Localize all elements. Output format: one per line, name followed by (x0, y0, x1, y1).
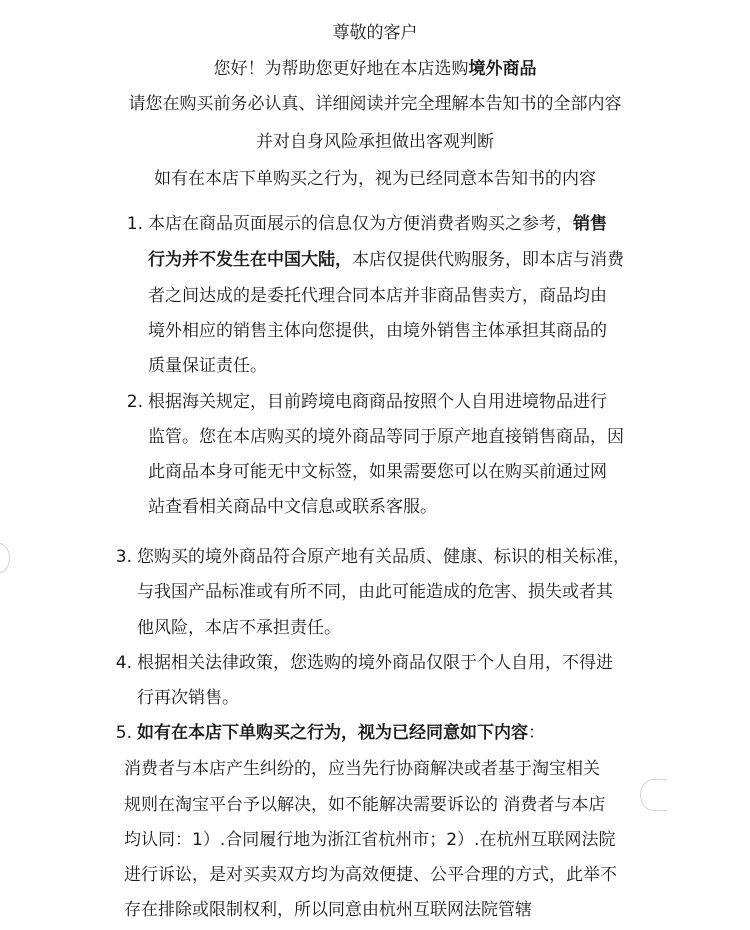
item-number: 3. (115, 547, 132, 567)
item-number: 4. (115, 653, 132, 673)
item-1-text: 本店在商品页面展示的信息仅为方便消费者购买之参考， (148, 214, 573, 234)
item-1-line: 者之间达成的是委托代理合同本店并非商品售卖方，商品均由 (148, 286, 607, 306)
item-1-text: 本店仅提供代购服务，即本店与消费 (352, 250, 624, 270)
item-3-line: 他风险，本店不承担责任。 (137, 618, 341, 638)
intro-line: 如有在本店下单购买之行为，视为已经同意本告知书的内容 (154, 169, 596, 189)
greeting-text: 您好！为帮助您更好地在本店选购 (213, 59, 469, 79)
item-5-body-line: 均认同：1）.合同履行地为浙江省杭州市；2）.在杭州互联网法院 (124, 830, 616, 850)
item-number: 2. (126, 392, 143, 412)
item-1-line (148, 213, 607, 235)
item-3-line: 您购买的境外商品符合原产地有关品质、健康、标识的相关标准， (137, 547, 630, 567)
item-2-line: 根据海关规定，目前跨境电商商品按照个人自用进境物品进行 (148, 392, 607, 412)
item-5-body-line: 进行诉讼，是对买卖双方均为高效便捷、公平合理的方式，此举不 (124, 865, 617, 885)
item-5-bold: 如有在本店下单购买之行为，视为已经同意如下内容 (137, 723, 528, 743)
item-1-bold: 行为并不发生在中国大陆， (148, 250, 352, 270)
item-1-line: 质量保证责任。 (148, 356, 267, 376)
item-5-heading (137, 722, 545, 744)
item-4-line: 根据相关法律政策，您选购的境外商品仅限于个人自用，不得进 (137, 653, 613, 673)
item-3-line: 与我国产品标准或有所不同，由此可能造成的危害、损失或者其 (137, 582, 613, 602)
item-number: 1. (126, 214, 143, 234)
item-4-line: 行再次销售。 (137, 688, 239, 708)
item-5-body-line: 消费者与本店产生纠纷的，应当先行协商解决或者基于淘宝相关 (124, 759, 600, 779)
right-edge-circle (640, 779, 667, 811)
notice-title: 尊敬的客户 (332, 23, 418, 43)
item-number: 5. (115, 723, 132, 743)
item-2-line: 此商品本身可能无中文标签，如果需要您可以在购买前通过网 (148, 462, 607, 482)
greeting-bold: 境外商品 (468, 59, 537, 79)
item-5-body-line: 存在排除或限制权利，所以同意由杭州互联网法院管辖 (124, 900, 532, 920)
item-5-body-line: 规则在淘宝平台予以解决，如不能解决需要诉讼的 消费者与本店 (124, 795, 606, 815)
item-5-text: ： (528, 723, 545, 743)
item-1-line (148, 249, 624, 271)
left-edge-circle (0, 543, 10, 573)
greeting-line (0, 58, 750, 80)
item-2-line: 监管。您在本店购买的境外商品等同于原产地直接销售商品，因 (148, 427, 624, 447)
item-1-bold: 销售 (573, 214, 607, 234)
intro-line: 并对自身风险承担做出客观判断 (256, 132, 494, 152)
intro-line: 请您在购买前务必认真、详细阅读并完全理解本告知书的全部内容 (128, 94, 622, 114)
item-1-line: 境外相应的销售主体向您提供，由境外销售主体承担其商品的 (148, 321, 607, 341)
item-2-line: 站查看相关商品中文信息或联系客服。 (148, 497, 437, 517)
